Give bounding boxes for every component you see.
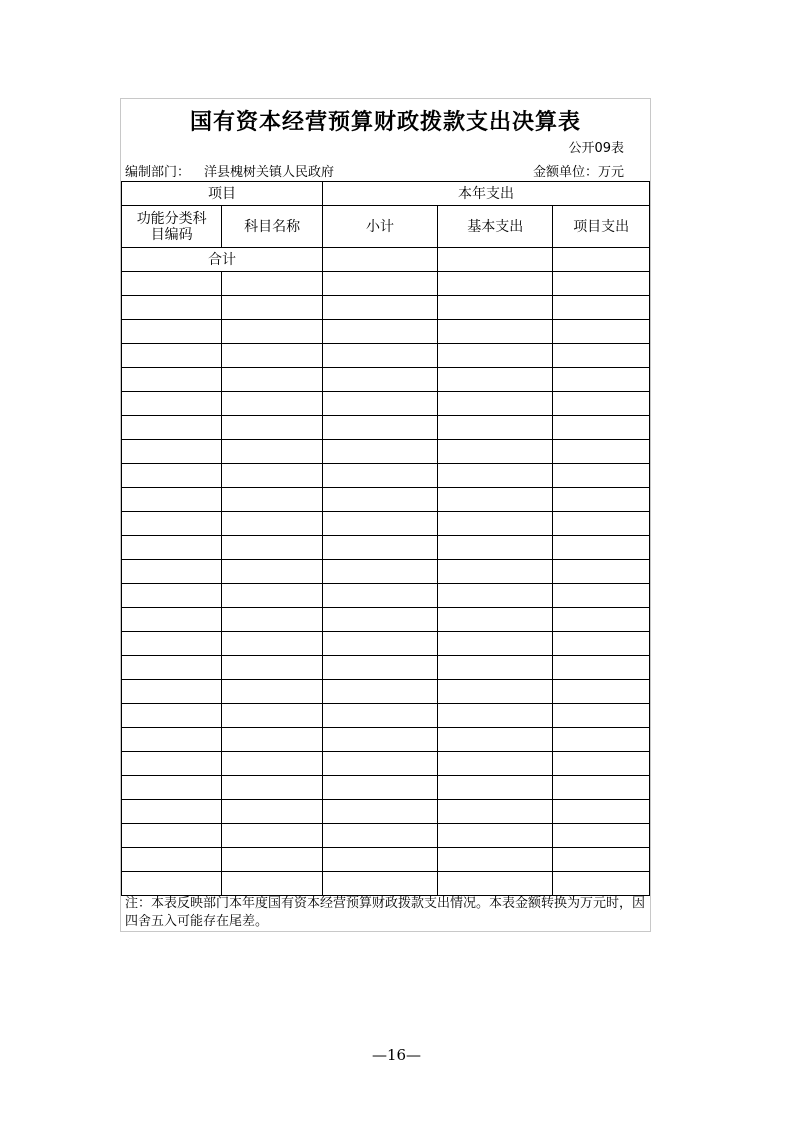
table-row	[122, 656, 650, 680]
header-func-code: 功能分类科目编码	[122, 206, 222, 248]
table-cell	[438, 272, 553, 296]
table-row	[122, 392, 650, 416]
table-row	[122, 824, 650, 848]
table-cell	[222, 272, 323, 296]
table-cell	[122, 320, 222, 344]
table-cell	[438, 512, 553, 536]
table-cell	[322, 848, 437, 872]
header-row-1	[122, 182, 650, 206]
table-row	[122, 512, 650, 536]
table-cell	[122, 680, 222, 704]
table-cell	[553, 488, 650, 512]
table-cell	[322, 608, 437, 632]
department-line	[125, 161, 334, 180]
table-cell	[122, 344, 222, 368]
table-row	[122, 680, 650, 704]
table-row	[122, 704, 650, 728]
table-row	[122, 632, 650, 656]
table-cell	[222, 680, 323, 704]
table-row	[122, 464, 650, 488]
table-cell	[438, 584, 553, 608]
table-row	[122, 536, 650, 560]
header-current-year-expense: 本年支出	[322, 182, 649, 206]
table-cell	[553, 848, 650, 872]
table-row	[122, 608, 650, 632]
table-cell	[438, 440, 553, 464]
table-cell	[222, 464, 323, 488]
table-cell	[438, 680, 553, 704]
table-cell	[222, 800, 323, 824]
table-cell	[438, 872, 553, 896]
table-cell	[553, 344, 650, 368]
table-cell	[438, 392, 553, 416]
page-title: 国有资本经营预算财政拨款支出决算表	[189, 110, 581, 135]
total-basic-cell	[438, 248, 553, 272]
table-cell	[553, 704, 650, 728]
table-cell	[322, 416, 437, 440]
table-cell	[122, 608, 222, 632]
table-cell	[553, 656, 650, 680]
header-basic-expense: 基本支出	[438, 206, 553, 248]
table-cell	[322, 488, 437, 512]
table-cell	[322, 440, 437, 464]
table-cell	[122, 464, 222, 488]
table-row	[122, 800, 650, 824]
table-row	[122, 296, 650, 320]
table-cell	[553, 752, 650, 776]
table-cell	[122, 272, 222, 296]
table-cell	[122, 848, 222, 872]
table-cell	[438, 728, 553, 752]
table-cell	[222, 608, 323, 632]
table-cell	[122, 824, 222, 848]
table-cell	[322, 512, 437, 536]
table-cell	[553, 320, 650, 344]
table-cell	[322, 584, 437, 608]
table-cell	[322, 464, 437, 488]
header-item: 项目	[122, 182, 323, 206]
table-cell	[322, 872, 437, 896]
table-cell	[438, 344, 553, 368]
table-cell	[322, 704, 437, 728]
table-row	[122, 560, 650, 584]
table-cell	[438, 416, 553, 440]
table-row	[122, 368, 650, 392]
table-cell	[122, 872, 222, 896]
table-cell	[122, 368, 222, 392]
table-cell	[553, 632, 650, 656]
table-cell	[122, 728, 222, 752]
department-label: 编制部门：	[125, 165, 191, 180]
table-cell	[322, 368, 437, 392]
table-cell	[438, 488, 553, 512]
table-cell	[438, 848, 553, 872]
page-number: —16—	[371, 1046, 422, 1064]
table-cell	[122, 416, 222, 440]
table-cell	[438, 656, 553, 680]
table-number: 公开09表	[568, 141, 624, 156]
table-cell	[122, 536, 222, 560]
table-cell	[322, 656, 437, 680]
table-cell	[553, 536, 650, 560]
table-cell	[553, 584, 650, 608]
table-cell	[222, 584, 323, 608]
total-label: 合计	[122, 248, 323, 272]
table-cell	[553, 800, 650, 824]
table-cell	[553, 824, 650, 848]
table-cell	[122, 752, 222, 776]
table-cell	[553, 776, 650, 800]
table-row	[122, 872, 650, 896]
table-cell	[122, 392, 222, 416]
table-cell	[222, 416, 323, 440]
table-row	[122, 728, 650, 752]
table-cell	[322, 800, 437, 824]
table-cell	[122, 488, 222, 512]
table-cell	[438, 560, 553, 584]
budget-table-sheet	[120, 98, 651, 932]
table-cell	[322, 752, 437, 776]
table-cell	[222, 776, 323, 800]
table-note: 注：本表反映部门本年度国有资本经营预算财政拨款支出情况。本表金额转换为万元时，因四舍五入可能存在尾差。	[125, 896, 646, 929]
table-cell	[122, 584, 222, 608]
header-row-2	[122, 206, 650, 248]
table-cell	[438, 800, 553, 824]
table-cell	[122, 656, 222, 680]
table-cell	[553, 416, 650, 440]
total-row	[122, 248, 650, 272]
table-cell	[322, 296, 437, 320]
table-cell	[322, 344, 437, 368]
table-cell	[222, 488, 323, 512]
table-cell	[553, 464, 650, 488]
table-cell	[553, 560, 650, 584]
table-cell	[438, 320, 553, 344]
table-row	[122, 584, 650, 608]
table-cell	[222, 392, 323, 416]
table-cell	[322, 776, 437, 800]
table-cell	[322, 680, 437, 704]
header-subject-name: 科目名称	[222, 206, 323, 248]
table-cell	[553, 872, 650, 896]
table-cell	[222, 632, 323, 656]
table-cell	[222, 368, 323, 392]
table-cell	[438, 536, 553, 560]
table-cell	[438, 776, 553, 800]
table-cell	[438, 368, 553, 392]
table-row	[122, 752, 650, 776]
table-cell	[553, 608, 650, 632]
table-cell	[553, 680, 650, 704]
table-cell	[438, 704, 553, 728]
table-cell	[222, 296, 323, 320]
table-cell	[438, 752, 553, 776]
table-cell	[222, 656, 323, 680]
table-cell	[222, 440, 323, 464]
table-cell	[122, 560, 222, 584]
table-row	[122, 488, 650, 512]
total-subtotal-cell	[322, 248, 437, 272]
expense-table	[121, 181, 650, 896]
header-subtotal: 小计	[322, 206, 437, 248]
department-name: 洋县槐树关镇人民政府	[204, 165, 335, 180]
table-row	[122, 272, 650, 296]
table-cell	[122, 296, 222, 320]
table-cell	[122, 632, 222, 656]
table-cell	[553, 512, 650, 536]
table-row	[122, 416, 650, 440]
table-cell	[553, 296, 650, 320]
table-cell	[438, 608, 553, 632]
table-cell	[322, 392, 437, 416]
table-cell	[122, 800, 222, 824]
table-cell	[553, 440, 650, 464]
table-cell	[322, 536, 437, 560]
table-cell	[222, 848, 323, 872]
table-cell	[222, 728, 323, 752]
table-cell	[122, 776, 222, 800]
table-cell	[122, 704, 222, 728]
table-cell	[438, 296, 553, 320]
table-cell	[322, 632, 437, 656]
table-cell	[438, 464, 553, 488]
table-row	[122, 848, 650, 872]
table-cell	[222, 512, 323, 536]
unit-label: 金额单位：万元	[532, 165, 624, 180]
table-cell	[438, 632, 553, 656]
table-row	[122, 776, 650, 800]
table-cell	[222, 752, 323, 776]
table-cell	[222, 872, 323, 896]
table-cell	[438, 824, 553, 848]
table-cell	[553, 272, 650, 296]
table-cell	[222, 824, 323, 848]
header-project-expense: 项目支出	[553, 206, 650, 248]
table-cell	[222, 320, 323, 344]
table-row	[122, 320, 650, 344]
table-cell	[122, 440, 222, 464]
table-cell	[122, 512, 222, 536]
table-cell	[222, 560, 323, 584]
table-row	[122, 440, 650, 464]
table-cell	[222, 344, 323, 368]
table-cell	[553, 368, 650, 392]
table-cell	[322, 272, 437, 296]
table-cell	[553, 728, 650, 752]
table-cell	[322, 824, 437, 848]
table-cell	[322, 320, 437, 344]
table-cell	[222, 704, 323, 728]
table-cell	[322, 728, 437, 752]
table-cell	[322, 560, 437, 584]
total-project-cell	[553, 248, 650, 272]
table-row	[122, 344, 650, 368]
table-cell	[553, 392, 650, 416]
table-cell	[222, 536, 323, 560]
